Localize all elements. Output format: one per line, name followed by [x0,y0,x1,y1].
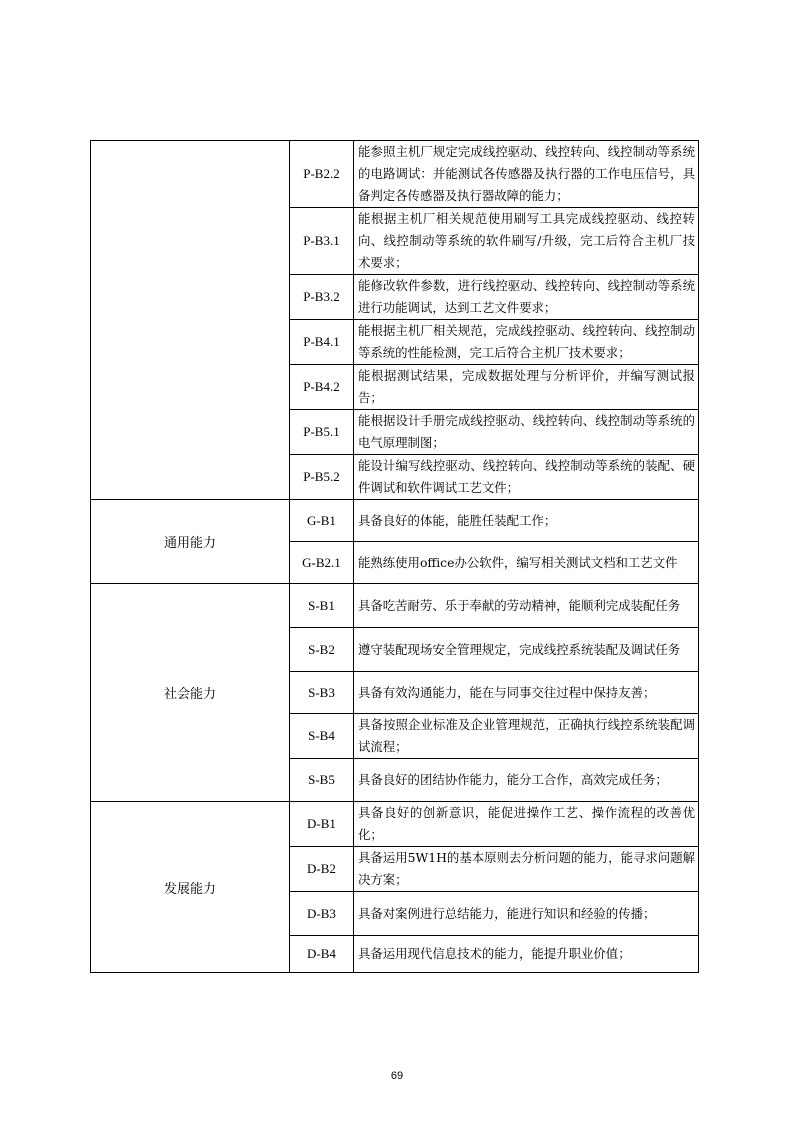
code-cell: D-B4 [290,936,354,973]
table-row [91,802,699,847]
description-cell: 能熟练使用office办公软件，编写相关测试文档和工艺文件 [354,542,699,584]
code-cell: P-B3.2 [290,275,354,320]
category-cell [91,141,290,500]
description-cell: 具备良好的团结协作能力，能分工合作，高效完成任务； [354,759,699,802]
description-cell: 能设计编写线控驱动、线控转向、线控制动等系统的装配、硬件调试和软件调试工艺文件； [354,455,699,500]
code-cell: G-B1 [290,500,354,542]
description-cell: 遵守装配现场安全管理规定，完成线控系统装配及调试任务 [354,628,699,672]
description-cell: 能根据主机厂相关规范使用刷写工具完成线控驱动、线控转向、线控制动等系统的软件刷写/升级，完工后符合主机厂技术要求； [354,208,699,275]
description-cell: 能参照主机厂规定完成线控驱动、线控转向、线控制动等系统的电路调试：并能测试各传感器及执行器的工作电压信号，具备判定各传感器及执行器故障的能力； [354,141,699,208]
category-cell: 发展能力 [91,802,290,973]
ability-table [90,140,699,973]
description-cell: 具备吃苦耐劳、乐于奉献的劳动精神，能顺利完成装配任务 [354,584,699,628]
category-cell: 通用能力 [91,500,290,584]
description-cell: 具备良好的创新意识，能促进操作工艺、操作流程的改善优化； [354,802,699,847]
page-number: 69 [390,1070,404,1082]
description-cell: 具备运用5W1H的基本原则去分析问题的能力，能寻求问题解决方案； [354,847,699,892]
description-cell: 能根据设计手册完成线控驱动、线控转向、线控制动等系统的电气原理制图； [354,410,699,455]
code-cell: P-B4.1 [290,320,354,365]
code-cell: P-B2.2 [290,141,354,208]
code-cell: S-B1 [290,584,354,628]
code-cell: S-B2 [290,628,354,672]
code-cell: D-B2 [290,847,354,892]
description-cell: 能根据主机厂相关规范，完成线控驱动、线控转向、线控制动等系统的性能检测，完工后符合主机厂技术要求； [354,320,699,365]
code-cell: P-B5.2 [290,455,354,500]
code-cell: S-B5 [290,759,354,802]
code-cell: S-B3 [290,672,354,714]
code-cell: S-B4 [290,714,354,759]
description-cell: 具备运用现代信息技术的能力，能提升职业价值； [354,936,699,973]
description-cell: 能修改软件参数，进行线控驱动、线控转向、线控制动等系统进行功能调试，达到工艺文件要求； [354,275,699,320]
description-cell: 能根据测试结果，完成数据处理与分析评价，并编写测试报告； [354,365,699,410]
description-cell: 具备按照企业标准及企业管理规范，正确执行线控系统装配调试流程； [354,714,699,759]
table-row [91,141,699,208]
code-cell: P-B3.1 [290,208,354,275]
description-cell: 具备对案例进行总结能力，能进行知识和经验的传播； [354,892,699,936]
table-row [91,500,699,542]
code-cell: P-B4.2 [290,365,354,410]
table-body [91,141,699,973]
code-cell: D-B1 [290,802,354,847]
description-cell: 具备有效沟通能力，能在与同事交往过程中保持友善； [354,672,699,714]
code-cell: G-B2.1 [290,542,354,584]
code-cell: P-B5.1 [290,410,354,455]
table-row [91,584,699,628]
description-cell: 具备良好的体能，能胜任装配工作； [354,500,699,542]
category-cell: 社会能力 [91,584,290,802]
code-cell: D-B3 [290,892,354,936]
